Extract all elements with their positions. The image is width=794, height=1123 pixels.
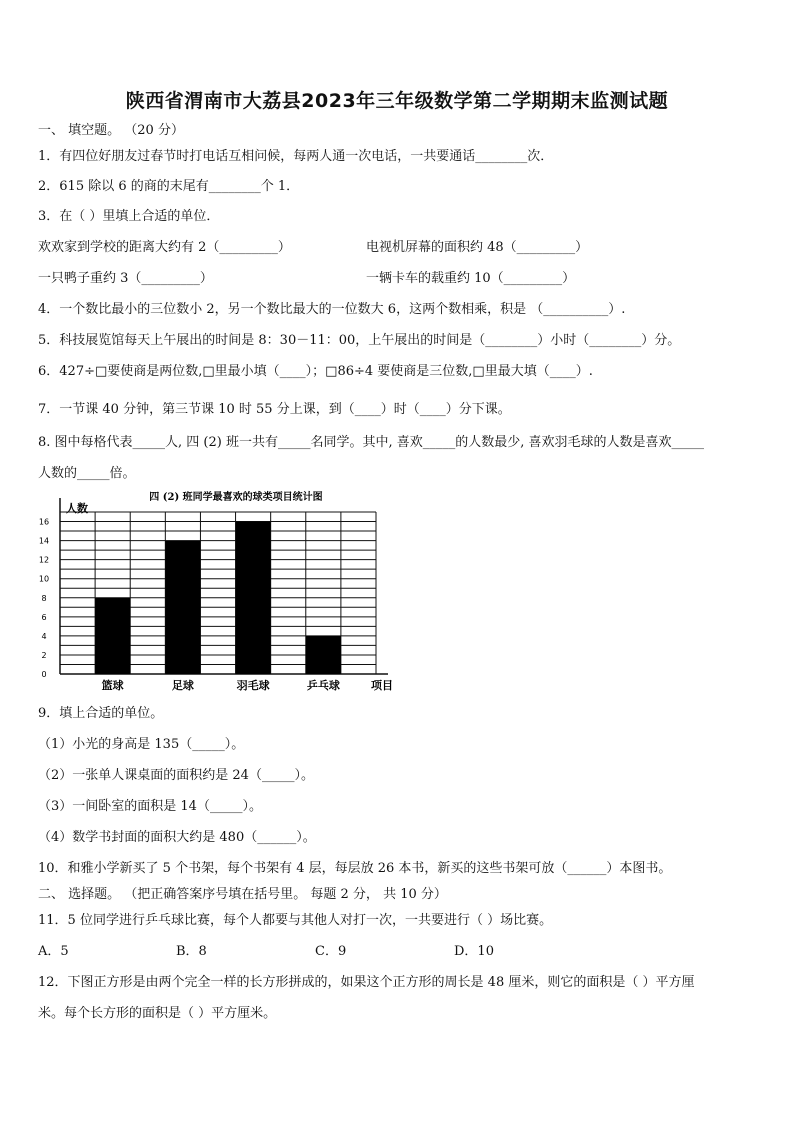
y-tick-label: 10 [38, 574, 50, 584]
chart-title: 四 (2) 班同学最喜欢的球类项目统计图 [149, 492, 323, 503]
text-line-q2: 2．615 除以 6 的商的末尾有________个 1． [38, 179, 300, 194]
text-line-q11d: D．10 [454, 944, 494, 959]
y-axis-label: 人数 [66, 502, 88, 515]
text-line-q11c: C．9 [315, 944, 347, 959]
text-line-q3d: 一辆卡车的载重约 10（_________） [366, 271, 576, 286]
y-tick-label: 4 [41, 631, 47, 641]
text-line-q3b: 电视机屏幕的面积约 48（_________） [366, 240, 589, 255]
text-line-q4: 4．一个数比最小的三位数小 2，另一个数比最大的一位数大 6，这两个数相乘，积是 （__________）. [38, 302, 626, 317]
y-tick-label: 12 [38, 555, 50, 565]
text-line-q1: 1．有四位好朋友过春节时打电话互相问候，每两人通一次电话，一共要通话________次． [38, 149, 554, 164]
text-line-q3: 3．在（ ）里填上合适的单位． [38, 209, 220, 224]
text-line-q9a: （1）小光的身高是 135（_____）。 [38, 737, 245, 752]
x-tick-label: 足球 [171, 679, 194, 692]
text-line-q8a: 8. 图中每格代表_____人, 四 (2) 班一共有_____名同学。其中, 喜欢_____的人数最少, 喜欢羽毛球的人数是喜欢_____ [38, 435, 705, 450]
x-tick-label: 乒乓球 [306, 679, 340, 692]
x-tick-label: 羽毛球 [236, 679, 270, 692]
text-line-q10: 10．和雅小学新买了 5 个书架，每个书架有 4 层，每层放 26 本书，新买的这些书架可放（______）本图书。 [38, 861, 672, 876]
text-line-q9c: （3）一间卧室的面积是 14（_____）。 [38, 799, 262, 814]
y-tick-label: 0 [41, 670, 47, 679]
chart-svg [36, 486, 404, 696]
y-tick-label: 8 [41, 593, 47, 603]
text-line-q9b: （2）一张单人课桌面的面积约是 24（_____）。 [38, 768, 314, 783]
text-line-s2: 二、 选择题。 （把正确答案序号填在括号里。 每题 2 分， 共 10 分） [38, 887, 447, 902]
y-tick-label: 6 [41, 612, 47, 622]
text-line-q11: 11．5 位同学进行乒乓球比赛，每个人都要与其他人对打一次，一共要进行（ ）场比赛。 [38, 913, 553, 928]
text-line-q12a: 12．下图正方形是由两个完全一样的长方形拼成的，如果这个正方形的周长是 48 厘米，则它的面积是（ ）平方厘 [38, 975, 695, 990]
text-line-q3a: 欢欢家到学校的距离大约有 2（_________） [38, 240, 291, 255]
text-line-q6: 6．427÷□要使商是两位数,□里最小填（____）；□86÷4 要使商是三位数,□里最大填（____）. [38, 364, 593, 379]
x-axis-label: 项目 [371, 679, 393, 692]
bar-3 [236, 522, 271, 674]
text-line-q8b: 人数的_____倍。 [38, 466, 136, 481]
page-title: 陕西省渭南市大荔县2023年三年级数学第二学期期末监测试题 [125, 90, 669, 112]
text-line-q12b: 米。每个长方形的面积是（ ）平方厘米。 [38, 1006, 277, 1021]
text-line-q7: 7．一节课 40 分钟，第三节课 10 时 55 分上课，到（____）时（____）分下课。 [38, 402, 511, 417]
text-line-q11b: B．8 [176, 944, 207, 959]
text-line-s1: 一、 填空题。 （20 分） [38, 123, 184, 138]
x-tick-label: 篮球 [101, 679, 124, 692]
bar-2 [165, 541, 200, 674]
text-line-q9: 9．填上合适的单位。 [38, 706, 164, 721]
y-tick-label: 14 [38, 536, 50, 546]
bar-1 [95, 598, 130, 674]
text-line-q3c: 一只鸭子重约 3（_________） [38, 271, 213, 286]
text-line-q11a: A．5 [38, 944, 69, 959]
text-line-q9d: （4）数学书封面的面积大约是 480（______）。 [38, 830, 316, 845]
bar-4 [306, 636, 341, 674]
y-tick-label: 2 [41, 650, 47, 660]
bar-chart [36, 486, 404, 696]
y-tick-label: 16 [38, 517, 50, 527]
text-line-q5: 5．科技展览馆每天上午展出的时间是 8：30－11：00，上午展出的时间是（________）小时（________）分。 [38, 333, 681, 348]
